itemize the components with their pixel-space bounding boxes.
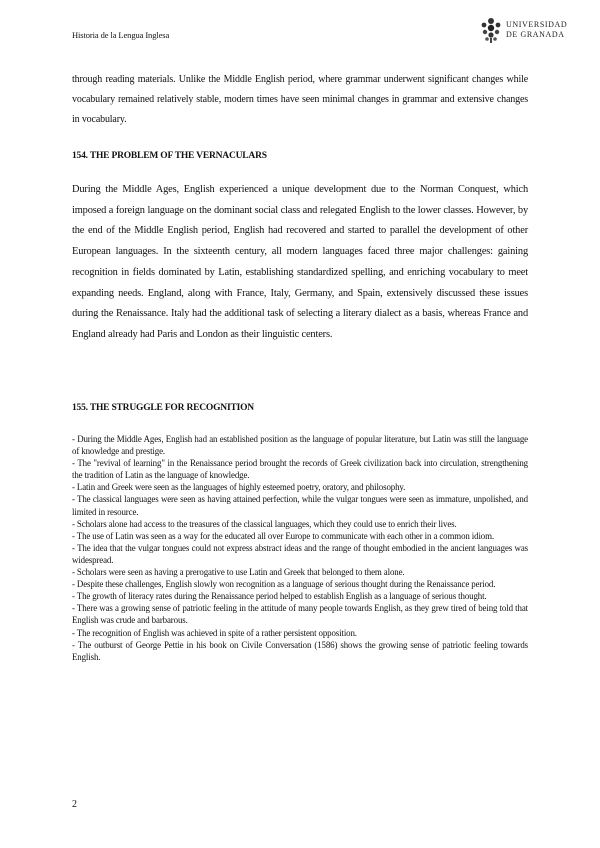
logo-line-1: UNIVERSIDAD — [506, 20, 568, 29]
list-item: - Scholars alone had access to the treasures of the classical languages, which they could use to enrich their lives. — [72, 518, 457, 529]
list-item: - During the Middle Ages, English had an established position as the language of popular literature, but Latin was still the language of knowledge and prestige. — [72, 434, 528, 457]
list-item: - The recognition of English was achieved in spite of a rather persistent opposition. — [72, 627, 357, 638]
page-number: 2 — [72, 799, 77, 810]
list-item: - The growth of literacy rates during the Renaissance period helped to establish English as a language of serious thought. — [72, 591, 487, 602]
list-item: - The outburst of George Pettie in his book on Civile Conversation (1586) shows the growing sense of patriotic feeling towards English. — [72, 639, 528, 662]
logo-line-2: DE GRANADA — [506, 30, 565, 39]
list-item: - Scholars were seen as having a prerogative to use Latin and Greek that belonged to them alone. — [72, 567, 405, 578]
section-155-bullet-list — [72, 433, 528, 663]
list-item: - The use of Latin was seen as a way for the educated all over Europe to communicate with each other in a common idiom. — [72, 530, 495, 541]
list-item: - The "revival of learning" in the Renaissance period brought the records of Greek civilization back into circulation, strengthening the tradition of Latin as the language of knowledge. — [72, 458, 528, 481]
section-154-paragraph: During the Middle Ages, English experienced a unique development due to the Norman Conquest, which imposed a foreign language on the dominant social class and relegated English to the lower classes. However, by the end of the Middle English period, English had recovered and started to parallel the development of other European languages. In the sixteenth century, all modern languages faced three major challenges: gaining recognition in fields dominated by Latin, establishing standardized spelling, and enriching vocabulary to meet expanding needs. England, along with France, Italy, Germany, and Spain, extensively discussed these issues during the Renaissance. Italy had the additional task of selecting a literary dialect as a basis, whereas France and England already had Paris and London as their linguistic centers. — [72, 184, 528, 340]
university-crest-icon — [478, 16, 504, 44]
list-item: - The idea that the vulgar tongues could not express abstract ideas and the range of thought embodied in the ancient languages was widespread. — [72, 542, 528, 565]
section-154-heading: 154. THE PROBLEM OF THE VERNACULARS — [72, 151, 267, 161]
section-155-heading: 155. THE STRUGGLE FOR RECOGNITION — [72, 403, 254, 413]
university-logo — [478, 16, 578, 46]
list-item: - The classical languages were seen as having attained perfection, while the vulgar tongues were seen as immature, unpolished, and limited in resource. — [72, 494, 528, 517]
list-item: - Latin and Greek were seen as the languages of highly esteemed poetry, oratory, and philosophy. — [72, 482, 406, 493]
list-item: - Despite these challenges, English slowly won recognition as a language of serious thought during the Renaissance period. — [72, 579, 496, 590]
list-item: - There was a growing sense of patriotic feeling in the attitude of many people towards English, as they grew tired of being told that English was crude and barbarous. — [72, 603, 528, 626]
intro-paragraph: through reading materials. Unlike the Middle English period, where grammar underwent significant changes while vocabulary remained relatively stable, modern times have seen minimal changes in grammar and extensive changes in vocabulary. — [72, 74, 528, 125]
running-header: Historia de la Lengua Inglesa — [72, 30, 170, 40]
